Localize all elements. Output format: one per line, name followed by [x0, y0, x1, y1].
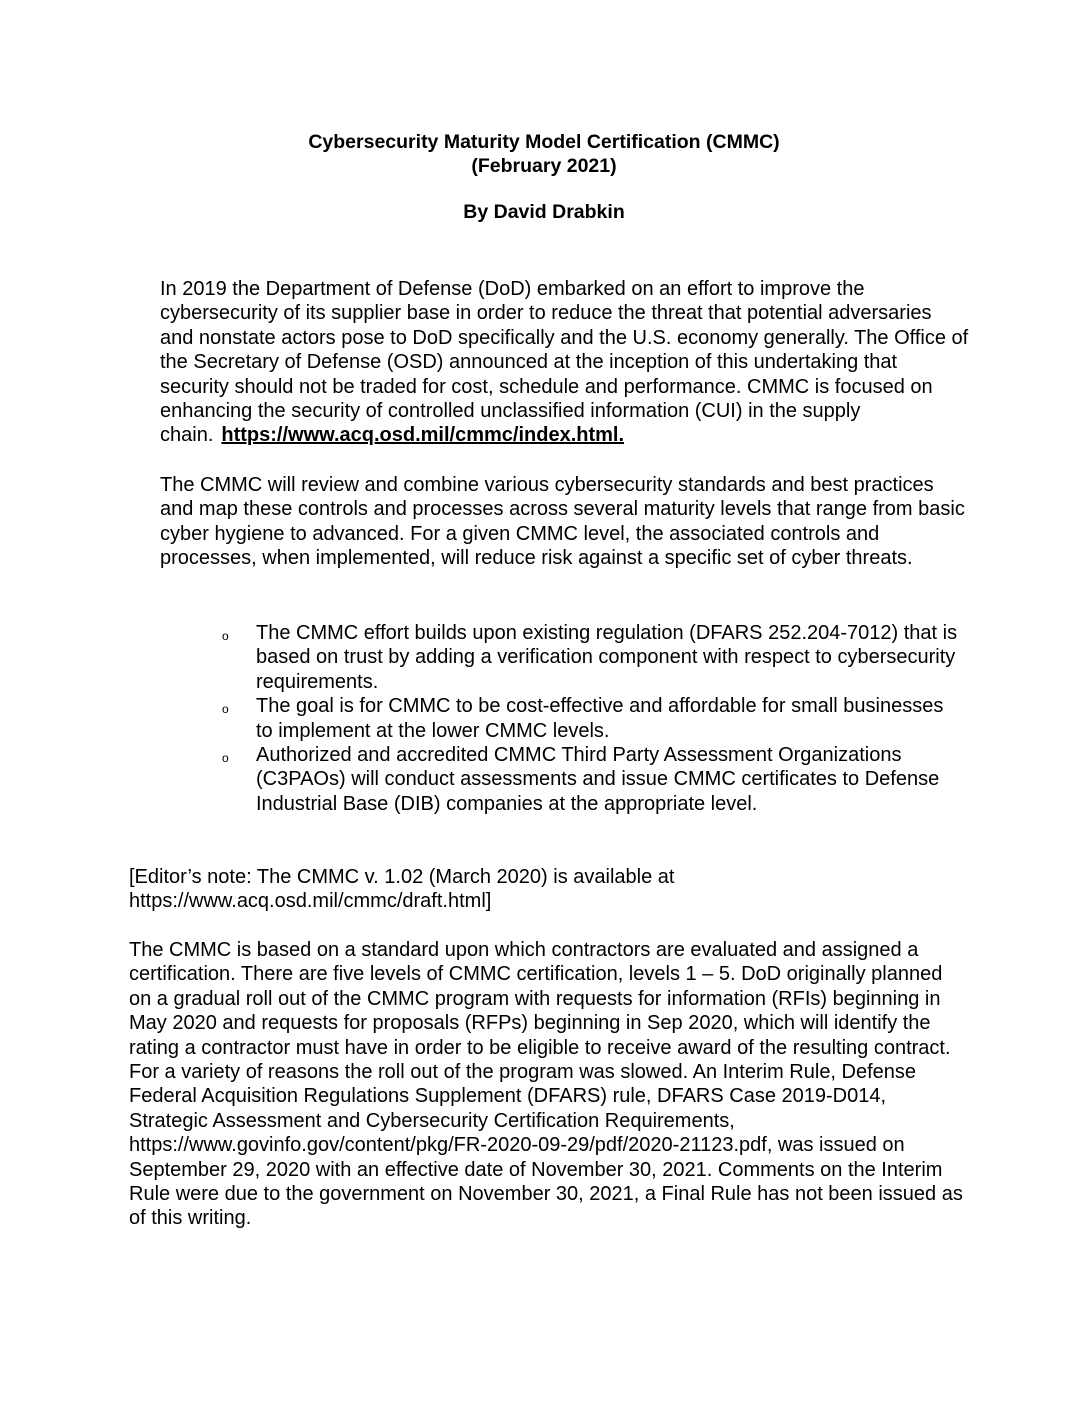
- title-block: [0, 130, 1088, 224]
- list-item: [222, 743, 962, 816]
- bullet-circle-icon: o: [222, 629, 229, 643]
- bullet-list: [222, 621, 962, 816]
- bullet-circle-icon: o: [222, 702, 229, 717]
- editor-note: [Editor’s note: The CMMC v. 1.02 (March 2020) is available at https://www.acq.osd.mil/cmmc/draft.html]: [129, 866, 675, 913]
- certification-paragraph: The CMMC is based on a standard upon which contractors are evaluated and assigned a certification. There are five levels of CMMC certification, levels 1 – 5. DoD originally planned on a gradual roll out of the CMMC program with requests for information (RFIs) beginning in May 2020 and requests for proposals (RFPs) beginning in Sep 2020, which will identify the rating a contractor must have in order to be eligible to receive award of the resulting contract. For a variety of reasons the roll out of the program was slowed. An Interim Rule, Defense Federal Acquisition Regulations Supplement (DFARS) rule, DFARS Case 2019-D014, Strategic Assessment and Cybersecurity Certification Requirements, https://www.govinfo.gov/content/pkg/FR-2020-09-29/pdf/2020-21123.pdf, was issued on September 29, 2020 with an effective date of November 30, 2021. Comments on the Interim Rule were due to the government on November 30, 2021, a Final Rule has not been issued as of this writing.: [129, 939, 963, 1230]
- cmmc-index-link[interactable]: https://www.acq.osd.mil/cmmc/index.html.: [221, 424, 625, 447]
- document-author: By David Drabkin: [463, 201, 625, 223]
- standards-paragraph: The CMMC will review and combine various cybersecurity standards and best practices and map these controls and processes across several maturity levels that range from basic cyber hygiene to advanced. For a given CMMC level, the associated controls and processes, when implemented, will reduce risk against a specific set of cyber threats.: [160, 474, 965, 570]
- bullet-text: Authorized and accredited CMMC Third Party Assessment Organizations (C3PAOs) will conduct assessments and issue CMMC certificates to Defense Industrial Base (DIB) companies at the appropriate level.: [256, 744, 940, 815]
- bullet-text: The CMMC effort builds upon existing regulation (DFARS 252.204-7012) that is based on trust by adding a verification component with respect to cybersecurity requirements.: [256, 622, 958, 693]
- bullet-text: The goal is for CMMC to be cost-effective and affordable for small businesses to implement at the lower CMMC levels.: [256, 695, 944, 742]
- intro-paragraph: [160, 277, 970, 448]
- document-date: (February 2021): [471, 155, 617, 177]
- bullet-circle-icon: o: [222, 751, 229, 766]
- list-item: [222, 621, 962, 694]
- document-title: Cybersecurity Maturity Model Certification (CMMC): [308, 131, 780, 153]
- intro-paragraph-text: In 2019 the Department of Defense (DoD) embarked on an effort to improve the cybersecurity of its supplier base in order to reduce the threat that potential adversaries and nonstate actors pose to DoD specifically and the U.S. economy generally. The Office of the Secretary of Defense (OSD) announced at the inception of this undertaking that security should not be traded for cost, schedule and performance. CMMC is focused on enhancing the security of controlled unclassified information (CUI) in the supply chain.: [160, 278, 969, 447]
- list-item: [222, 694, 962, 743]
